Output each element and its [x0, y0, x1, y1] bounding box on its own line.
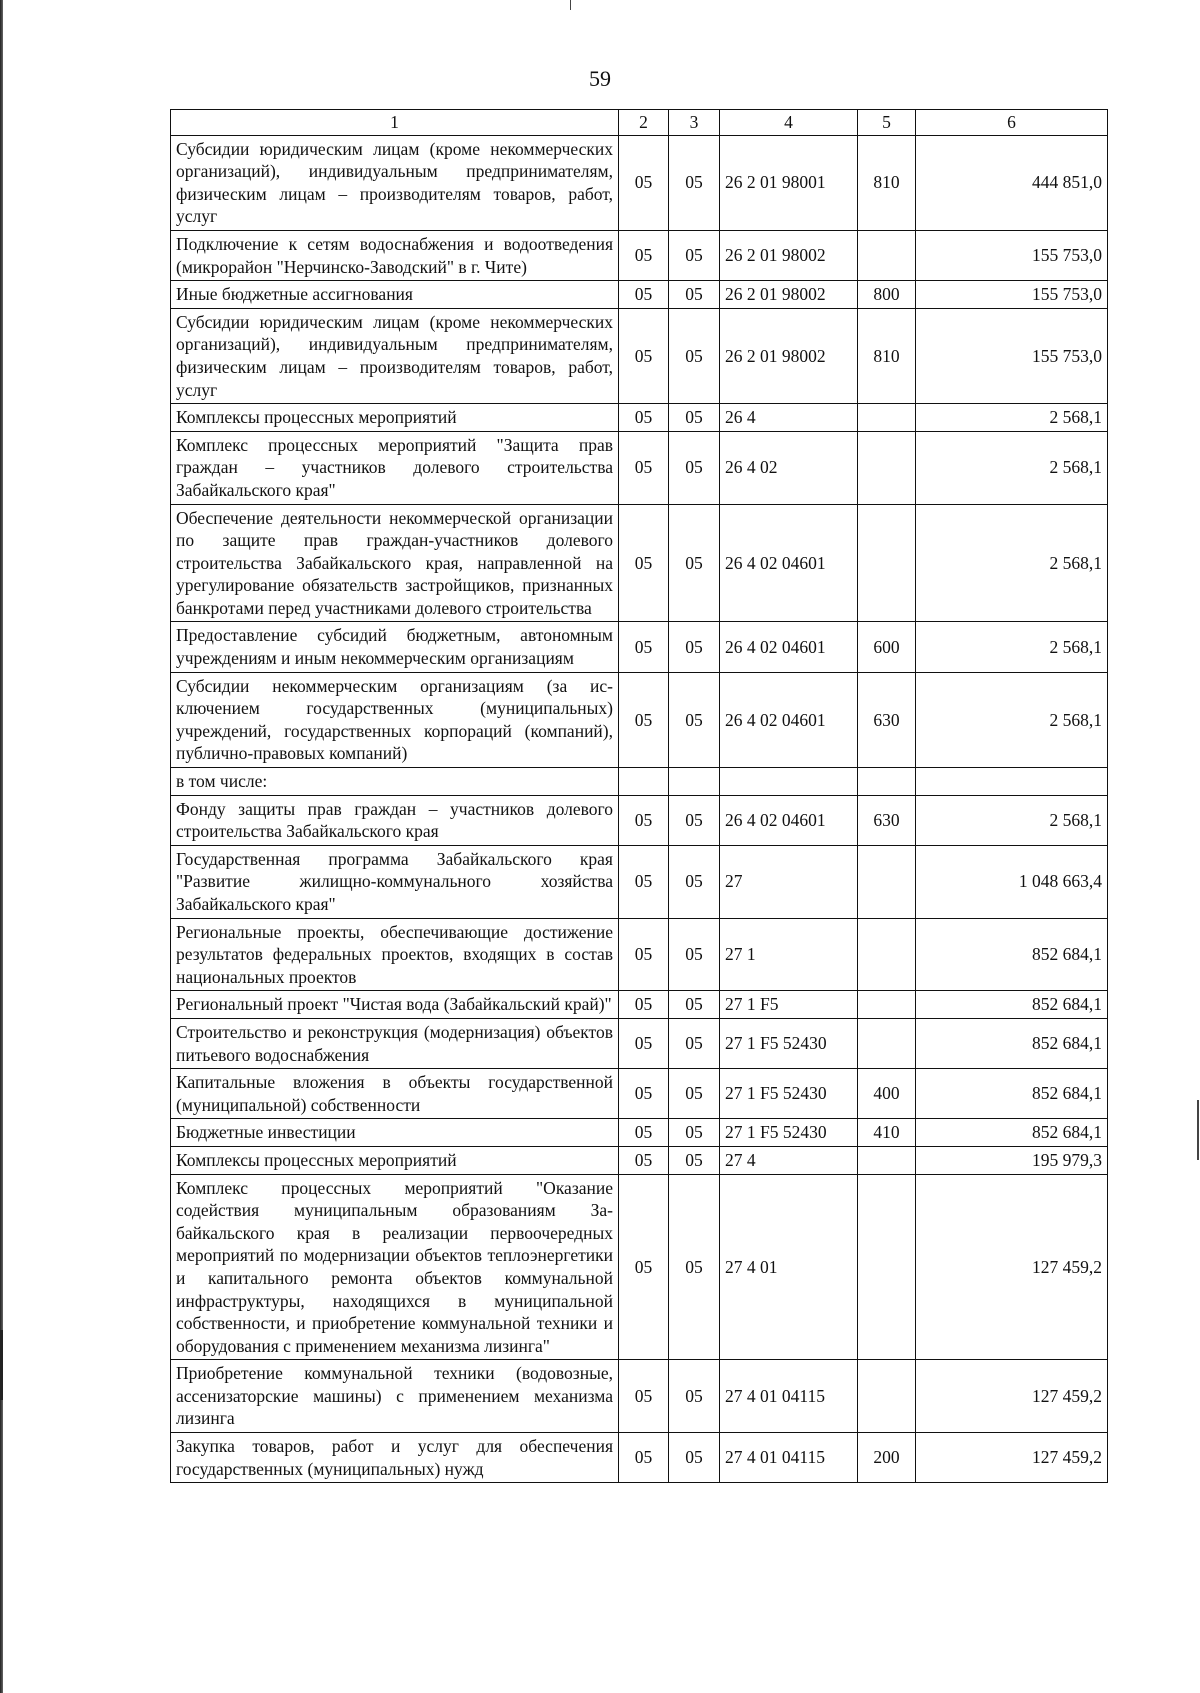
table-row [171, 845, 1108, 918]
scan-edge [0, 0, 3, 1693]
scan-mark [0, 1330, 3, 1400]
table-row [171, 1360, 1108, 1433]
row-expense-type [858, 768, 916, 796]
row-target-code: 27 1 F5 52430 [720, 1119, 858, 1147]
row-subsection: 05 [669, 230, 720, 280]
row-subsection: 05 [669, 308, 720, 403]
row-section: 05 [619, 1069, 669, 1119]
row-target-code: 27 1 [720, 918, 858, 991]
row-target-code: 27 4 [720, 1146, 858, 1174]
row-section: 05 [619, 431, 669, 504]
table-row [171, 504, 1108, 622]
row-name: Комплекс процессных мероприятий "Защита прав граждан – участников долевого строительства Забайкальского края" [171, 431, 619, 504]
row-name: Приобретение коммунальной техники (водовозные, ассенизаторские машины) с применением механизма лизинга [171, 1360, 619, 1433]
row-subsection: 05 [669, 1360, 720, 1433]
column-header: 4 [720, 110, 858, 136]
row-name: Иные бюджетные ассигнования [171, 281, 619, 309]
row-amount: 155 753,0 [916, 308, 1108, 403]
row-subsection: 05 [669, 672, 720, 767]
row-expense-type: 400 [858, 1069, 916, 1119]
row-target-code: 26 2 01 98002 [720, 308, 858, 403]
table-row [171, 1146, 1108, 1174]
row-amount: 2 568,1 [916, 622, 1108, 672]
row-expense-type [858, 1174, 916, 1360]
row-amount [916, 768, 1108, 796]
table-row [171, 1433, 1108, 1483]
row-target-code: 26 2 01 98002 [720, 281, 858, 309]
row-amount: 2 568,1 [916, 404, 1108, 432]
row-name: Строительство и реконструкция (модернизация) объектов питьевого водоснабжения [171, 1018, 619, 1068]
budget-table [170, 109, 1108, 1483]
row-name: Комплекс процессных мероприятий "Оказание содействия муниципальным образованиям Забайкальского края в реализации первоочередных мероприятий по модернизации объектов теплоэнергетики и капитального ремонта объектов коммунальной инфраструктуры, находящихся в муниципальной собственности, и приобретение коммунальной техники и оборудования с применением механизма лизинга" [171, 1174, 619, 1360]
row-name: Региональный проект "Чистая вода (Забайкальский край)" [171, 991, 619, 1019]
row-subsection: 05 [669, 1018, 720, 1068]
table-row [171, 1174, 1108, 1360]
row-expense-type: 630 [858, 672, 916, 767]
row-expense-type [858, 1360, 916, 1433]
table-row [171, 991, 1108, 1019]
row-amount: 852 684,1 [916, 991, 1108, 1019]
row-name: Комплексы процессных мероприятий [171, 404, 619, 432]
row-amount: 852 684,1 [916, 1069, 1108, 1119]
row-expense-type [858, 431, 916, 504]
row-target-code: 26 4 02 04601 [720, 795, 858, 845]
row-name: Предоставление субсидий бюджетным, автономным учреждениям и иным некоммерческим организациям [171, 622, 619, 672]
table-body [171, 135, 1108, 1483]
row-subsection: 05 [669, 504, 720, 622]
row-subsection: 05 [669, 991, 720, 1019]
row-subsection: 05 [669, 1119, 720, 1147]
row-subsection: 05 [669, 622, 720, 672]
row-amount: 444 851,0 [916, 135, 1108, 230]
row-amount: 127 459,2 [916, 1360, 1108, 1433]
row-expense-type [858, 991, 916, 1019]
row-expense-type [858, 845, 916, 918]
row-name: Государственная программа Забайкальского края "Развитие жилищно-коммунального хозяйства Забайкальского края" [171, 845, 619, 918]
row-subsection: 05 [669, 281, 720, 309]
row-expense-type [858, 230, 916, 280]
row-amount: 2 568,1 [916, 795, 1108, 845]
row-amount: 852 684,1 [916, 1018, 1108, 1068]
row-target-code: 26 2 01 98001 [720, 135, 858, 230]
row-subsection [669, 768, 720, 796]
row-target-code: 26 4 02 04601 [720, 622, 858, 672]
row-subsection: 05 [669, 1174, 720, 1360]
row-amount: 1 048 663,4 [916, 845, 1108, 918]
row-amount: 195 979,3 [916, 1146, 1108, 1174]
row-target-code [720, 768, 858, 796]
row-name: Закупка товаров, работ и услуг для обеспечения государственных (муниципальных) нужд [171, 1433, 619, 1483]
row-expense-type: 810 [858, 308, 916, 403]
row-target-code: 27 [720, 845, 858, 918]
row-section: 05 [619, 308, 669, 403]
table-row [171, 1018, 1108, 1068]
row-subsection: 05 [669, 1433, 720, 1483]
table-row [171, 308, 1108, 403]
row-section [619, 768, 669, 796]
row-name: Субсидии юридическим лицам (кроме некоммерческих организаций), индивидуальным предпринимателям, физическим лицам – производителям товаров, работ, услуг [171, 308, 619, 403]
row-amount: 127 459,2 [916, 1174, 1108, 1360]
row-subsection: 05 [669, 1069, 720, 1119]
column-header: 5 [858, 110, 916, 136]
row-name: Обеспечение деятельности некоммерческой организации по защите прав граждан-участников долевого строительства Забайкальского края, направленной на урегулирование обязательств застройщиков, признанных банкротами перед участниками долевого строительства [171, 504, 619, 622]
row-expense-type: 200 [858, 1433, 916, 1483]
table-row [171, 431, 1108, 504]
column-header: 6 [916, 110, 1108, 136]
row-expense-type: 630 [858, 795, 916, 845]
row-section: 05 [619, 1119, 669, 1147]
row-amount: 155 753,0 [916, 281, 1108, 309]
row-section: 05 [619, 672, 669, 767]
column-header: 1 [171, 110, 619, 136]
row-amount: 2 568,1 [916, 504, 1108, 622]
table-row [171, 795, 1108, 845]
row-expense-type: 810 [858, 135, 916, 230]
row-name: Бюджетные инвестиции [171, 1119, 619, 1147]
row-subsection: 05 [669, 845, 720, 918]
row-target-code: 26 2 01 98002 [720, 230, 858, 280]
row-name: в том числе: [171, 768, 619, 796]
row-subsection: 05 [669, 135, 720, 230]
row-section: 05 [619, 135, 669, 230]
row-name: Подключение к сетям водоснабжения и водоотведения (микрорайон "Нерчинско-Заводский" в г. Чите) [171, 230, 619, 280]
table-row [171, 230, 1108, 280]
scan-mark [570, 0, 571, 10]
row-section: 05 [619, 404, 669, 432]
row-amount: 852 684,1 [916, 918, 1108, 991]
table-row [171, 768, 1108, 796]
row-subsection: 05 [669, 918, 720, 991]
row-target-code: 27 1 F5 52430 [720, 1069, 858, 1119]
row-section: 05 [619, 918, 669, 991]
row-name: Региональные проекты, обеспечивающие достижение результатов федеральных проектов, входящих в состав национальных проектов [171, 918, 619, 991]
row-section: 05 [619, 281, 669, 309]
table-row [171, 135, 1108, 230]
row-name: Субсидии юридическим лицам (кроме некоммерческих организаций), индивидуальным предпринимателям, физическим лицам – производителям товаров, работ, услуг [171, 135, 619, 230]
row-subsection: 05 [669, 404, 720, 432]
row-section: 05 [619, 1146, 669, 1174]
row-section: 05 [619, 504, 669, 622]
scan-mark [1197, 1100, 1199, 1160]
row-amount: 155 753,0 [916, 230, 1108, 280]
row-name: Капитальные вложения в объекты государственной (муниципальной) собственности [171, 1069, 619, 1119]
row-target-code: 26 4 [720, 404, 858, 432]
row-amount: 127 459,2 [916, 1433, 1108, 1483]
row-name: Субсидии некоммерческим организациям (за исключением государственных (муниципальных) учреждений, государственных корпораций (компаний), публично-правовых компаний) [171, 672, 619, 767]
row-section: 05 [619, 1018, 669, 1068]
row-amount: 852 684,1 [916, 1119, 1108, 1147]
row-expense-type [858, 1146, 916, 1174]
row-expense-type [858, 504, 916, 622]
column-header: 2 [619, 110, 669, 136]
row-section: 05 [619, 795, 669, 845]
column-header: 3 [669, 110, 720, 136]
page-number: 59 [589, 66, 611, 91]
row-expense-type: 410 [858, 1119, 916, 1147]
row-target-code: 26 4 02 [720, 431, 858, 504]
row-target-code: 27 4 01 04115 [720, 1360, 858, 1433]
row-section: 05 [619, 1360, 669, 1433]
row-target-code: 27 4 01 [720, 1174, 858, 1360]
row-expense-type [858, 918, 916, 991]
row-expense-type: 800 [858, 281, 916, 309]
row-name: Фонду защиты прав граждан – участников долевого строительства Забайкальского края [171, 795, 619, 845]
row-expense-type [858, 404, 916, 432]
row-target-code: 27 1 F5 [720, 991, 858, 1019]
row-expense-type: 600 [858, 622, 916, 672]
table-row [171, 1069, 1108, 1119]
row-section: 05 [619, 845, 669, 918]
row-amount: 2 568,1 [916, 431, 1108, 504]
row-subsection: 05 [669, 795, 720, 845]
row-section: 05 [619, 230, 669, 280]
row-target-code: 26 4 02 04601 [720, 504, 858, 622]
row-subsection: 05 [669, 431, 720, 504]
row-section: 05 [619, 622, 669, 672]
row-subsection: 05 [669, 1146, 720, 1174]
table-row [171, 1119, 1108, 1147]
row-amount: 2 568,1 [916, 672, 1108, 767]
table-row [171, 622, 1108, 672]
table-row [171, 281, 1108, 309]
table-row [171, 918, 1108, 991]
table-row [171, 672, 1108, 767]
table-header-row [171, 110, 1108, 136]
row-section: 05 [619, 1174, 669, 1360]
row-target-code: 26 4 02 04601 [720, 672, 858, 767]
row-target-code: 27 1 F5 52430 [720, 1018, 858, 1068]
table-row [171, 404, 1108, 432]
row-section: 05 [619, 1433, 669, 1483]
row-name: Комплексы процессных мероприятий [171, 1146, 619, 1174]
row-section: 05 [619, 991, 669, 1019]
row-target-code: 27 4 01 04115 [720, 1433, 858, 1483]
row-expense-type [858, 1018, 916, 1068]
